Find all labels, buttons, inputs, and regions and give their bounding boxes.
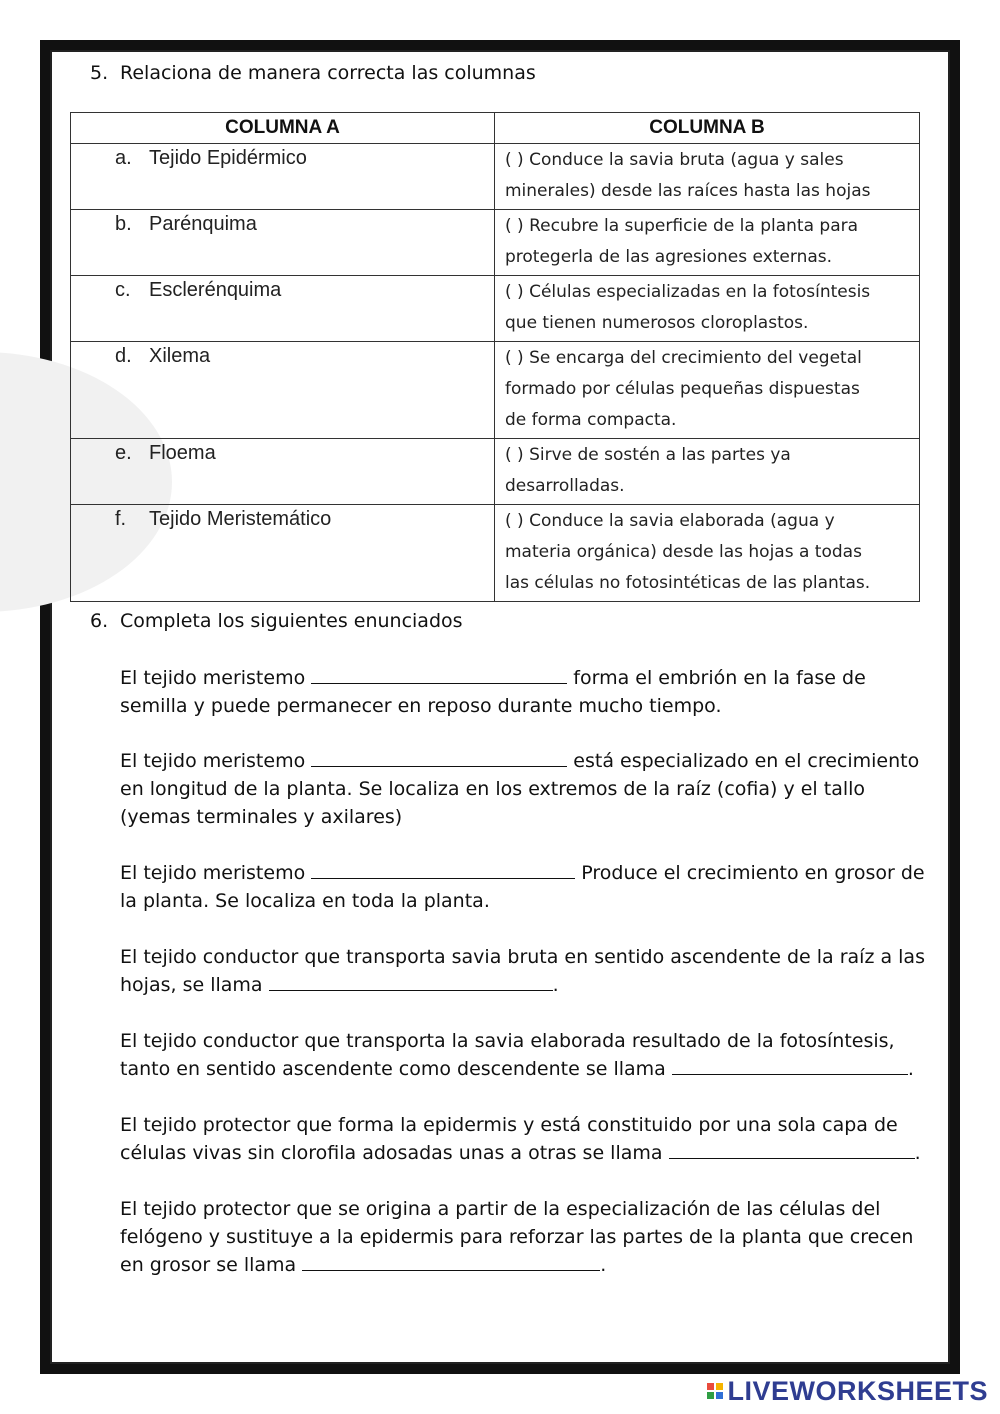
column-a-header: COLUMNA A [71, 113, 495, 144]
liveworksheets-logo [707, 1376, 988, 1406]
column-a-cell: a. Tejido Epidérmico [71, 144, 495, 210]
term: Floema [149, 442, 216, 464]
answer-blank[interactable] [302, 1252, 600, 1271]
answer-blank[interactable] [269, 972, 553, 991]
column-b-cell[interactable]: ( ) Recubre la superficie de la planta para protegerla de las agresiones externas. [495, 210, 920, 276]
answer-blank[interactable] [311, 748, 567, 767]
answer-blank[interactable] [311, 860, 575, 879]
sentence-5: El tejido conductor que transporta la savia elaborada resultado de la fotosíntesis, tanto en sentido ascendente como descendente se llama . [120, 1030, 914, 1080]
answer-blank[interactable] [311, 665, 567, 684]
matching-table [70, 112, 920, 602]
question-6-title [90, 610, 463, 632]
sentence-1: El tejido meristemo forma el embrión en la fase de semilla y puede permanecer en reposo durante mucho tiempo. [120, 667, 866, 717]
question-number: 6. [90, 610, 109, 632]
column-b-cell[interactable]: ( ) Conduce la savia elaborada (agua y materia orgánica) desde las hojas a todas las células no fotosintéticas de las plantas. [495, 505, 920, 602]
term: Tejido Meristemático [149, 508, 332, 530]
column-a-cell: d. Xilema [71, 342, 495, 439]
sentence-2: El tejido meristemo está especializado en el crecimiento en longitud de la planta. Se localiza en los extremos de la raíz (cofia) y el tallo (yemas terminales y axilares) [120, 750, 920, 828]
table-row [71, 342, 920, 439]
table-row [71, 439, 920, 505]
column-a-cell: f. Tejido Meristemático [71, 505, 495, 602]
column-b-cell[interactable]: ( ) Conduce la savia bruta (agua y sales minerales) desde las raíces hasta las hojas [495, 144, 920, 210]
answer-blank[interactable] [672, 1056, 908, 1075]
column-b-cell[interactable]: ( ) Se encarga del crecimiento del vegetal formado por células pequeñas dispuestas de forma compacta. [495, 342, 920, 439]
question-text: Relaciona de manera correcta las columnas [120, 62, 536, 84]
sentence-7: El tejido protector que se origina a partir de la especialización de las células del felógeno y sustituye a la epidermis para reforzar las partes de la planta que crecen en grosor se llama . [120, 1198, 914, 1276]
brand-name: LIVEWORKSHEETS [727, 1375, 988, 1406]
sentence-3: El tejido meristemo Produce el crecimiento en grosor de la planta. Se localiza en toda la planta. [120, 862, 925, 912]
table-row [71, 276, 920, 342]
column-b-header: COLUMNA B [495, 113, 920, 144]
column-a-cell: c. Esclerénquima [71, 276, 495, 342]
liveworksheets-logo-icon [707, 1383, 723, 1399]
table-row [71, 210, 920, 276]
term: Esclerénquima [149, 279, 282, 301]
term: Tejido Epidérmico [149, 147, 307, 169]
column-a-cell: b. Parénquima [71, 210, 495, 276]
term: Xilema [149, 345, 211, 367]
table-row [71, 505, 920, 602]
answer-blank[interactable] [669, 1140, 915, 1159]
column-b-cell[interactable]: ( ) Sirve de sostén a las partes ya desarrolladas. [495, 439, 920, 505]
question-5-title [90, 62, 536, 84]
column-b-cell[interactable]: ( ) Células especializadas en la fotosíntesis que tienen numerosos cloroplastos. [495, 276, 920, 342]
question-number: 5. [90, 62, 109, 84]
sentence-4: El tejido conductor que transporta savia bruta en sentido ascendente de la raíz a las hojas, se llama . [120, 946, 925, 996]
question-text: Completa los siguientes enunciados [120, 610, 463, 632]
column-a-cell: e. Floema [71, 439, 495, 505]
sentence-6: El tejido protector que forma la epidermis y está constituido por una sola capa de células vivas sin clorofila adosadas unas a otras se llama . [120, 1114, 921, 1164]
table-header-row [71, 113, 920, 144]
table-row [71, 144, 920, 210]
term: Parénquima [149, 213, 257, 235]
